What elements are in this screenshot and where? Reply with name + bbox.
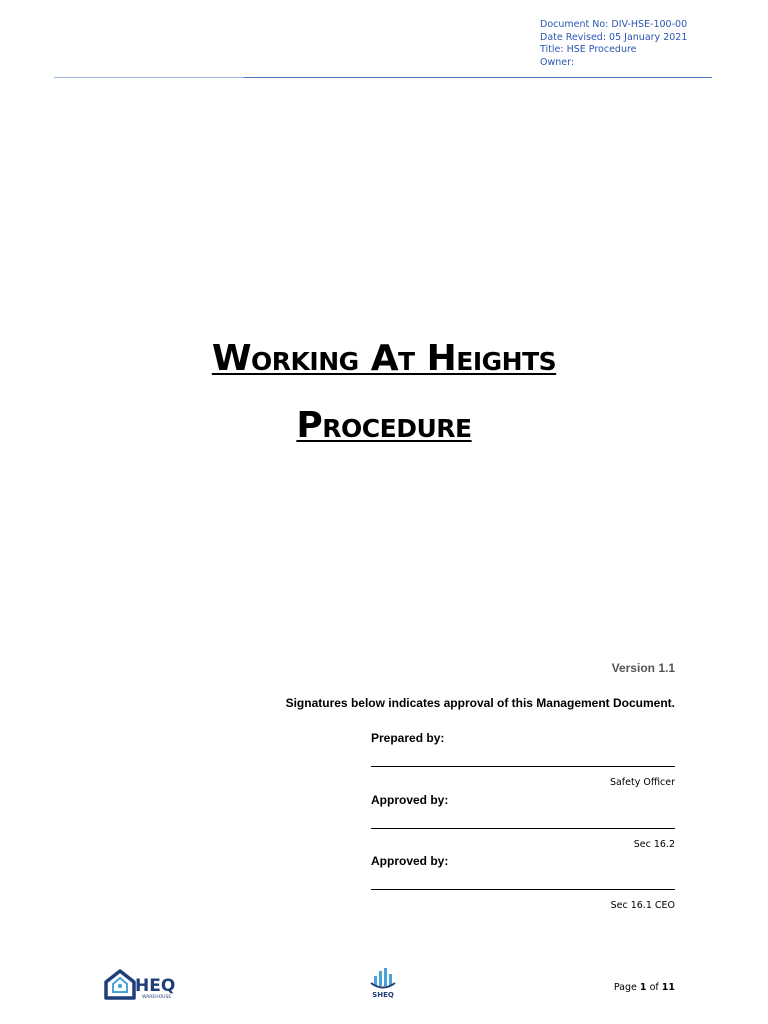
sheq-emblem-logo bbox=[369, 966, 397, 998]
version-label: Version 1.1 bbox=[611, 661, 675, 675]
signature-label: Approved by: bbox=[371, 793, 449, 807]
signature-role: Safety Officer bbox=[609, 777, 675, 788]
signature-note: Signatures below indicates approval of this Management Document. bbox=[285, 696, 675, 710]
logo-left-text: HEQ bbox=[135, 976, 176, 996]
signature-line[interactable] bbox=[371, 828, 675, 829]
signature-label: Approved by: bbox=[371, 854, 449, 868]
date-revised: Date Revised: 05 January 2021 bbox=[540, 31, 688, 43]
signature-block-approved-2 bbox=[371, 854, 675, 911]
document-header bbox=[540, 19, 740, 69]
page-title-line-2: Procedure bbox=[296, 405, 472, 446]
document-owner: Owner: bbox=[540, 56, 575, 68]
page-title-line-1: Working At Heights bbox=[211, 338, 557, 379]
logo-mid-text: SHEQ bbox=[372, 991, 394, 998]
signature-line[interactable] bbox=[371, 766, 675, 767]
signature-label: Prepared by: bbox=[371, 731, 445, 745]
header-divider bbox=[54, 77, 712, 78]
document-number: Document No: DIV-HSE-100-00 bbox=[540, 19, 688, 30]
signature-line[interactable] bbox=[371, 889, 675, 890]
sheq-warehouse-logo bbox=[104, 967, 176, 1003]
signature-block-approved-1 bbox=[371, 793, 675, 850]
signature-role: Sec 16.2 bbox=[633, 839, 675, 850]
page-number: Page 1 of 11 bbox=[613, 982, 675, 993]
signature-role: Sec 16.1 CEO bbox=[610, 900, 675, 911]
document-title-meta: Title: HSE Procedure bbox=[540, 44, 637, 56]
signature-block-prepared bbox=[371, 731, 675, 788]
logo-left-sub: WAREHOUSE bbox=[142, 995, 172, 1000]
